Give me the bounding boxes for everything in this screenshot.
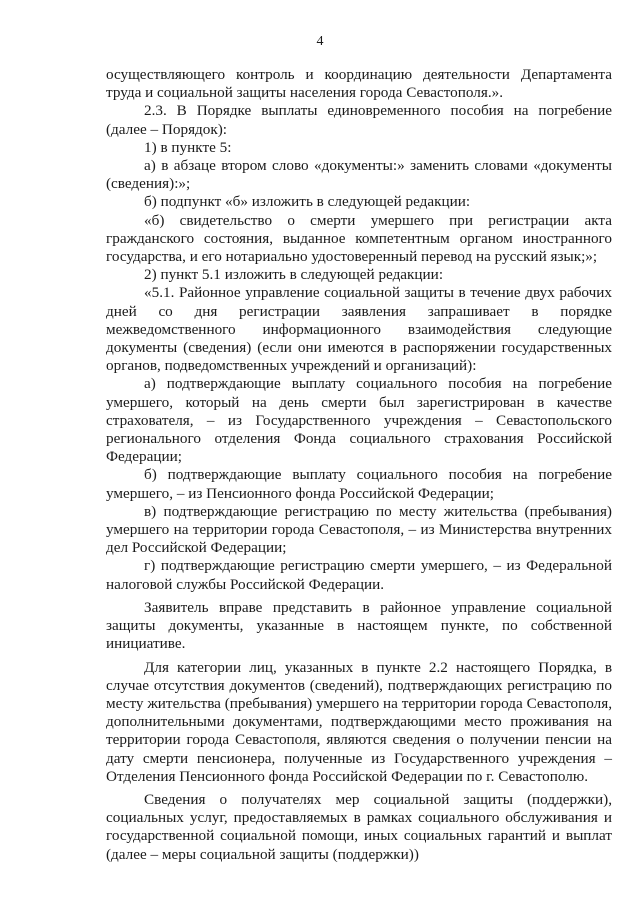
paragraph-5-1-b: б) подтверждающие выплату социального пособия на погребение умершего, – из Пенсионного фонда Российской Федерации; <box>106 466 612 502</box>
paragraph-5-1-g: г) подтверждающие регистрацию смерти умершего, – из Федеральной налоговой службы Российской Федерации. <box>106 557 612 593</box>
document-body <box>106 66 612 864</box>
paragraph-2-3: 2.3. В Порядке выплаты единовременного пособия на погребение (далее – Порядок): <box>106 102 612 138</box>
paragraph-5-1-a: а) подтверждающие выплату социального пособия на погребение умершего, который на день смерти был зарегистрирован в качестве страхователя, – из Государственного учреждения – Севастопольского регионального отделения Фонда социального страхования Российской Федерации; <box>106 375 612 466</box>
paragraph-continuation: осуществляющего контроль и координацию деятельности Департамента труда и социальной защиты населения города Севастополя.». <box>106 66 612 102</box>
paragraph-applicant-right: Заявитель вправе представить в районное управление социальной защиты документы, указанные в настоящем пункте, по собственной инициативе. <box>106 598 612 653</box>
paragraph-category-2-2: Для категории лиц, указанных в пункте 2.2 настоящего Порядка, в случае отсутствия документов (сведений), подтверждающих регистрацию по месту жительства (пребывания) умершего на территории города Севастополя, дополнительными документами, подтверждающими место проживания на территории города Севастополя, являются сведения о получении пенсии на дату смерти пенсионера, полученные из Государственного учреждения – Отделения Пенсионного фонда Российской Федерации по г. Севастополю. <box>106 658 612 785</box>
paragraph-5-1: «5.1. Районное управление социальной защиты в течение двух рабочих дней со дня регистрации заявления запрашивает в порядке межведомственного информационного взаимодействия следующие документы (сведения) (если они имеются в распоряжении государственных органов, подведомственных учреждений и организаций): <box>106 284 612 375</box>
page-number: 4 <box>316 34 324 49</box>
paragraph-recipients-info: Сведения о получателях мер социальной защиты (поддержки), социальных услуг, предоставляемых в рамках социального обслуживания и государственной социальной помощи, иных социальных гарантий и выплат (далее – меры социальной защиты (поддержки)) <box>106 790 612 863</box>
paragraph-item-a: а) в абзаце втором слово «документы:» заменить словами «документы (сведения):»; <box>106 157 612 193</box>
paragraph-quoted-b: «б) свидетельство о смерти умершего при регистрации акта гражданского состояния, выданное компетентным органом иностранного государства, и его нотариально удостоверенный перевод на русский язык;»; <box>106 211 612 266</box>
paragraph-item-b: б) подпункт «б» изложить в следующей редакции: <box>144 193 471 211</box>
paragraph-item-1: 1) в пункте 5: <box>144 138 232 156</box>
paragraph-5-1-v: в) подтверждающие регистрацию по месту жительства (пребывания) умершего на территории города Севастополя, – из Министерства внутренних дел Российской Федерации; <box>106 502 612 557</box>
paragraph-item-2: 2) пункт 5.1 изложить в следующей редакции: <box>144 266 444 284</box>
